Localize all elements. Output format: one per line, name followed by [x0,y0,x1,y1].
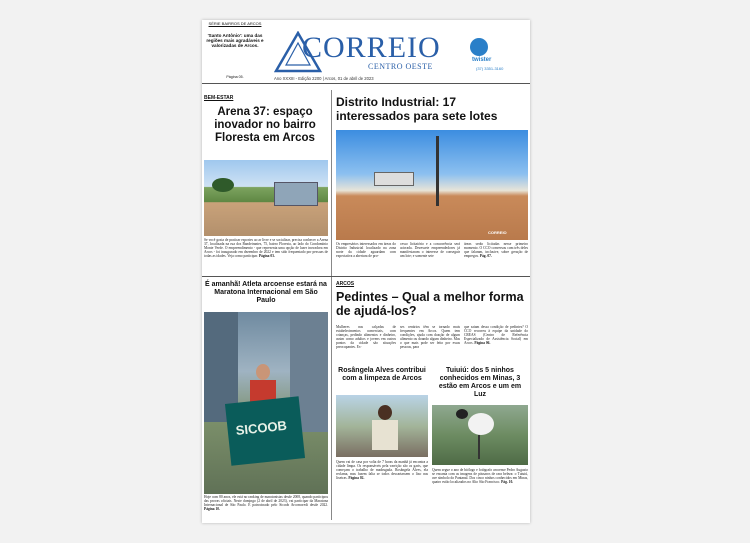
masthead-divider [202,83,530,84]
column-divider-2 [331,280,332,520]
ad-logo-circle-icon [470,38,488,56]
story2-col2: cesso licitatório e a concorrência será acirrada. Dezessete empreendedores já manifestaram o interesse de conseguir um lote; e somente sete [400,242,460,259]
story1-photo [204,160,328,236]
section-divider [202,276,530,277]
advertisement [470,38,528,76]
story4-col1: Mulheres nas calçadas de estabelecimentos comerciais, com crianças, pedindo alimentos e dinheiro, assim como adultos e jovens em outros pontos da cidade são situações preocupantes. Es- [336,325,396,350]
logo-title: CORREIO [302,31,441,64]
story1-body: Se você gosta de praticar esportes ao ar livre e se socializar, precisa conhecer a Arena 37, localizada na rua dos Bandeirantes, 75, bairro Floresta, ao lado do Condomínio Monte Verde. O empreendimento - que representa uma opção de lazer inovadora em Arcos - foi inaugurado em dezembro de 2022 e tem sido frequentado por pessoas de todas as idades. Veja como participar. [204,238,328,259]
story6-photo [432,405,528,465]
teaser-text: 'Santo Antônio': uma das regiões mais agradáveis e valorizadas de Arcos. [206,33,264,49]
bird-legs [478,435,480,459]
story3-body: Hoje com 80 anos, ele está no ranking de maratonistas desde 2008, quando participou das provas oficiais. Neste domingo (2 de abril de 2023), vai participar da Maratona Internacional de São Paulo. É patrocinado pelo Sicoob Arcomcredi desde 2022. [204,495,328,508]
athlete-head [256,364,270,380]
story2-photo-tag: CORREIO [488,230,507,235]
bird-body [468,413,494,435]
story2-col1: Os empresários interessados em áreas do Distrito Industrial localizado na zona norte da cidade aguardam com expectativa a abertura de pro- [336,242,396,259]
ad-brand: twister [472,57,492,63]
edition-line: Ano XXXIII - Edição 2200 | Arcos, 01 de abril de 2023 [274,76,374,81]
story4-headline: Pedintes – Qual a melhor forma de ajudá-los? [336,290,524,318]
story2-col3 [464,242,528,258]
story5-headline: Rosângela Alves contribui com a limpeza de Arcos [338,367,426,382]
story4-col2: ses cenários têm se tornado mais frequentes em Arcos. Quem tem condições, ajuda com doação de algum alimento ou doando algum dinheiro. Mas o que mais pode ser feito por essas pessoas, para [400,325,460,350]
serie-label: SÉRIE BAIRROS DE ARCOS [208,21,262,26]
story3-photo [204,312,328,510]
story4-col3-body: que saiam dessa condição de pedintes? O CCO recorreu à equipe da unidade do CREAS (Centro de Referência Especializado de Assistência Social) em Arcos. [464,325,528,346]
arena-structure [274,182,318,206]
story2-headline: Distrito Industrial: 17 interessados para sete lotes [336,95,498,123]
story1-headline: Arena 37: espaço inovador no bairro Floresta em Arcos [214,106,316,144]
story2-page: Pág. 07. [479,254,492,259]
truck-shape [374,172,414,186]
story1-kicker: BEM-ESTAR [204,95,234,101]
story6-body: Quem segue o ano de biólogo e fotógrafo arcoense Pedro Augusto se encanta com as imagens de pássaros de rara beleza: o Tuiuiú, ave símbolo do Pantanal. Dos cinco ninhos conhecidos em Minas, quatro estão localizados no Alto São Francisco. [432,468,528,485]
pole-shape [436,136,439,206]
story6-text [432,468,528,484]
banner-text: SICOOB [235,417,288,439]
story2-photo [336,130,528,240]
story5-page: Página 02. [348,476,365,481]
story3-page: Página 10. [204,507,220,512]
teaser-page: Página 05. [226,75,244,79]
story1-text [204,238,328,258]
worker-head [378,405,392,420]
story5-text [336,460,428,480]
story5-body: Quem vai de casa por volta de 7 horas da manhã já encontra a cidade limpa. Os responsáveis pela varrição são os garis, que começam o trabalho de madrugada. Rosângela Alves, ela reclama, mas fazem falta se todos descartassem o lixo nas lixeiras. [336,460,428,481]
story4-col3 [464,325,528,345]
story4-page: Página 06. [474,341,491,346]
story3-caption [204,494,328,511]
story4-kicker: ARCOS [336,281,355,287]
bird-head [456,409,468,419]
story3-headline: É amanhã! Atleta arcoense estará na Maratona Internacional em São Paulo [205,281,327,305]
worker-body [372,420,398,450]
story1-page: Página 03. [258,254,275,259]
logo-subtitle: CENTRO OESTE [368,62,433,71]
story6-headline: Tuiuiú: dos 5 ninhos conhecidos em Minas, 3 estão em Arcos e um em Luz [438,367,522,398]
sicoob-banner [225,396,305,465]
story2-col3-body: áreas serão licitadas nesse primeiro momento. O CCO conversou com três deles que falaram, inclusive, sobre geração de empregos. [464,242,528,259]
newspaper-front-page [202,20,530,523]
story6-page: Pág. 10. [501,480,514,485]
story5-photo [336,395,428,457]
palm-tree-shape [212,178,234,192]
ad-phone: (37) 3351-3160 [476,66,504,71]
